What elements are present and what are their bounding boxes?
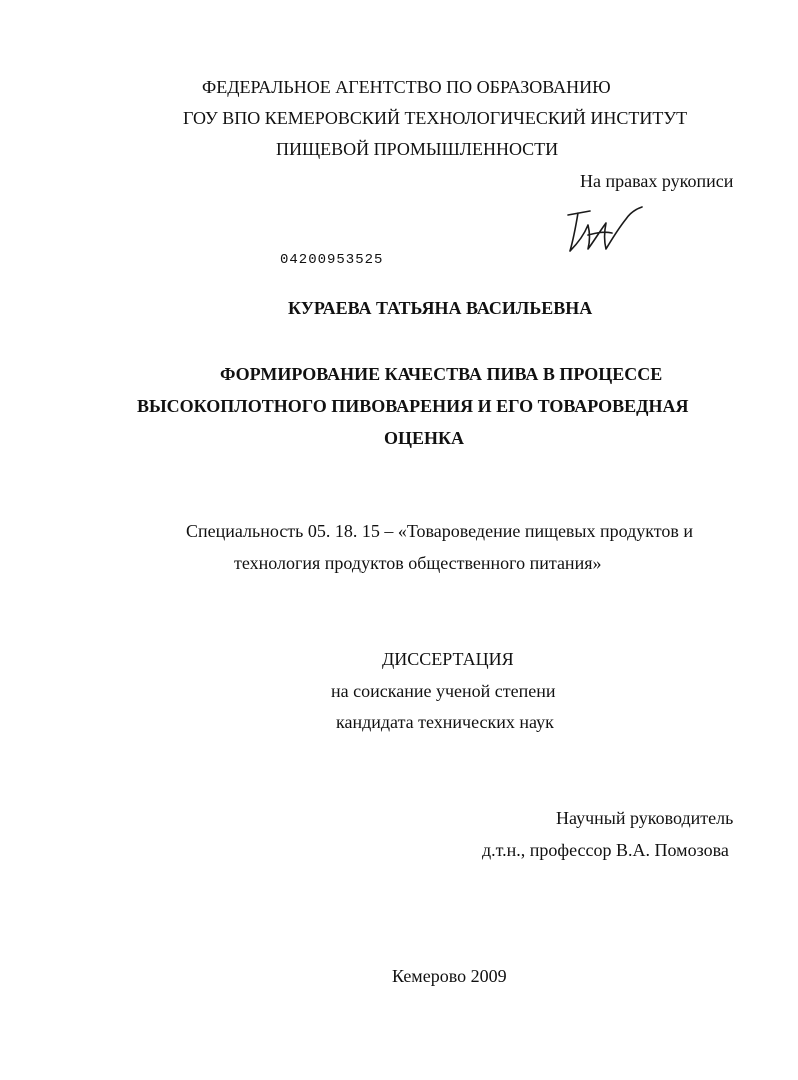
- specialty-line-2: технология продуктов общественного питания»: [234, 553, 602, 573]
- degree-line-3: кандидата технических наук: [336, 712, 554, 732]
- document-number: 04200953525: [280, 252, 384, 268]
- degree-heading: ДИССЕРТАЦИЯ: [382, 649, 514, 669]
- specialty-line-1: Специальность 05. 18. 15 – «Товароведение пищевых продуктов и: [186, 521, 694, 541]
- manuscript-note: На правах рукописи: [580, 171, 734, 191]
- header-line-2: ГОУ ВПО КЕМЕРОВСКИЙ ТЕХНОЛОГИЧЕСКИЙ ИНСТИТУТ: [183, 108, 688, 128]
- author-name: КУРАЕВА ТАТЬЯНА ВАСИЛЬЕВНА: [288, 298, 593, 318]
- supervisor-label: Научный руководитель: [556, 808, 734, 828]
- title-line-3: ОЦЕНКА: [384, 428, 465, 448]
- title-line-1: ФОРМИРОВАНИЕ КАЧЕСТВА ПИВА В ПРОЦЕССЕ: [220, 364, 663, 384]
- title-line-2: ВЫСОКОПЛОТНОГО ПИВОВАРЕНИЯ И ЕГО ТОВАРОВЕДНАЯ: [137, 396, 689, 416]
- signature-image: [560, 205, 650, 260]
- header-line-3: ПИЩЕВОЙ ПРОМЫШЛЕННОСТИ: [276, 139, 559, 159]
- supervisor-name: д.т.н., профессор В.А. Помозова: [482, 840, 729, 860]
- footer-city-year: Кемерово 2009: [392, 966, 507, 986]
- header-line-1: ФЕДЕРАЛЬНОЕ АГЕНТСТВО ПО ОБРАЗОВАНИЮ: [202, 77, 611, 97]
- degree-line-2: на соискание ученой степени: [331, 681, 556, 701]
